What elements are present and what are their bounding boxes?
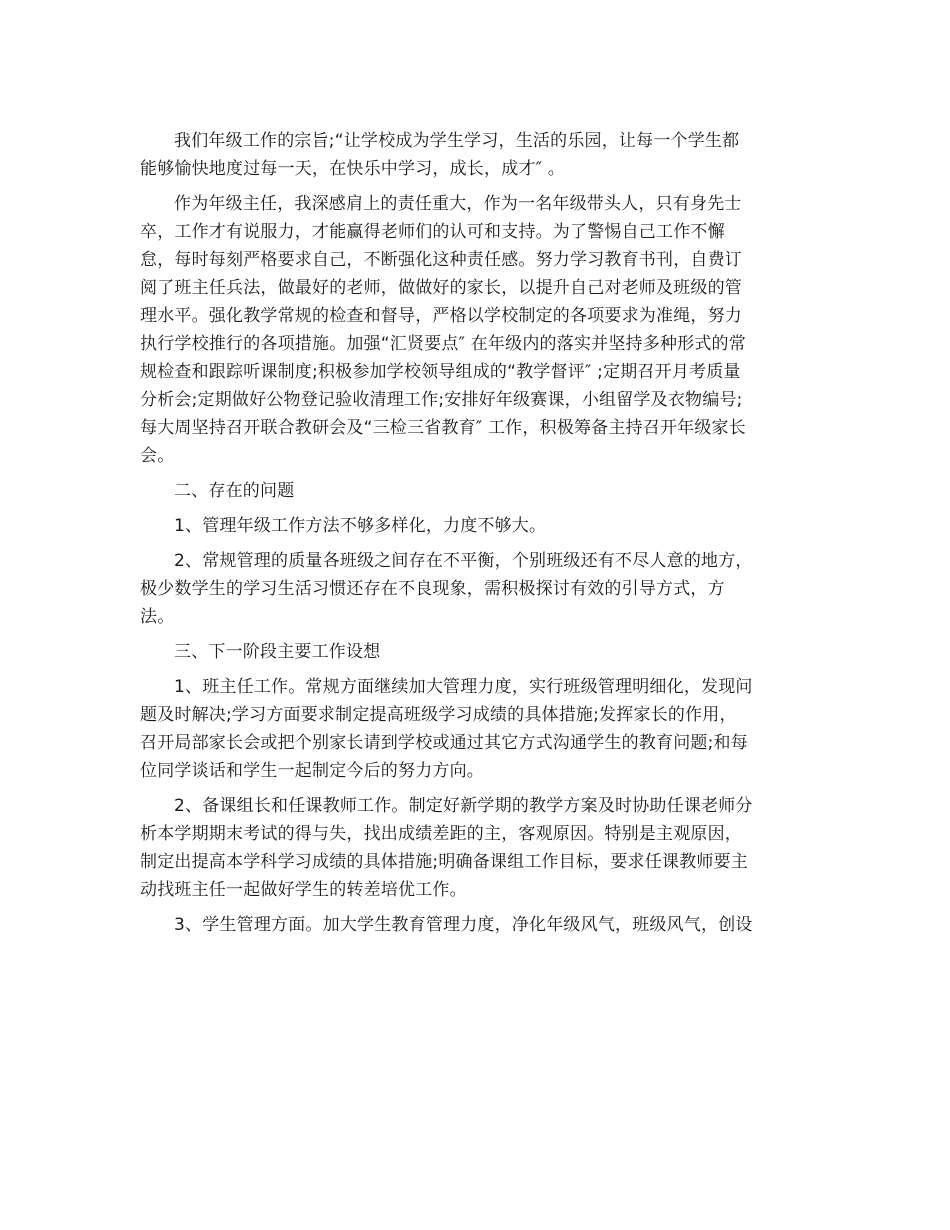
text-line: 理水平。强化教学常规的检查和督导，严格以学校制定的各项要求为准绳，努力 bbox=[140, 306, 742, 326]
document-body bbox=[140, 127, 808, 946]
text-line: 位同学谈话和学生一起制定今后的努力方向。 bbox=[140, 761, 484, 781]
text-line: 会。 bbox=[140, 446, 175, 466]
paragraph-plan-2 bbox=[140, 792, 808, 904]
text-line: 卒，工作才有说服力，才能赢得老师们的认可和支持。为了警惕自己工作不懈 bbox=[140, 222, 725, 242]
text-line: 每大周坚持召开联合教研会及“三检三省教育″ 工作，积极筹备主持召开年级家长 bbox=[140, 418, 746, 438]
paragraph-plan-1 bbox=[140, 673, 808, 785]
paragraph-plan-3 bbox=[140, 911, 808, 939]
text-line: 作为年级主任，我深感肩上的责任重大，作为一名年级带头人，只有身先士 bbox=[174, 194, 742, 214]
paragraph-grade-director bbox=[140, 190, 808, 470]
text-line: 执行学校推行的各项措施。加强“汇贤要点″ 在年级内的落实并坚持多种形式的常 bbox=[140, 334, 746, 354]
section-heading-problems bbox=[140, 477, 808, 505]
text-line: 2、常规管理的质量各班级之间存在不平衡，个别班级还有不尽人意的地方， bbox=[174, 551, 753, 571]
text-line: 分析会;定期做好公物登记验收清理工作;安排好年级赛课，小组留学及衣物编号; bbox=[140, 390, 743, 410]
text-line: 1、管理年级工作方法不够多样化，力度不够大。 bbox=[174, 516, 547, 536]
text-line: 2、备课组长和任课教师工作。制定好新学期的教学方案及时协助任课老师分 bbox=[174, 796, 753, 816]
text-line: 1、班主任工作。常规方面继续加大管理力度，实行班级管理明细化，发现问 bbox=[174, 677, 753, 697]
text-line: 3、学生管理方面。加大学生教育管理力度，净化年级风气，班级风气，创设 bbox=[174, 915, 753, 935]
paragraph-problem-1 bbox=[140, 512, 808, 540]
heading-text: 三、下一阶段主要工作设想 bbox=[174, 642, 381, 662]
text-line: 析本学期期末考试的得与失，找出成绩差距的主，客观原因。特别是主观原因， bbox=[140, 824, 742, 844]
paragraph-purpose bbox=[140, 127, 808, 183]
heading-text: 二、存在的问题 bbox=[174, 481, 295, 501]
paragraph-problem-2 bbox=[140, 547, 808, 631]
text-line: 阅了班主任兵法，做最好的老师，做做好的家长，以提升自己对老师及班级的管 bbox=[140, 278, 742, 298]
text-line: 召开局部家长会或把个别家长请到学校或通过其它方式沟通学生的教育问题;和每 bbox=[140, 733, 748, 753]
text-line: 能够愉快地度过每一天，在快乐中学习，成长，成才″ 。 bbox=[140, 159, 565, 179]
text-line: 我们年级工作的宗旨;“让学校成为学生学习，生活的乐园，让每一个学生都 bbox=[174, 131, 740, 151]
text-line: 动找班主任一起做好学生的转差培优工作。 bbox=[140, 880, 467, 900]
text-line: 怠，每时每刻严格要求自己，不断强化这种责任感。努力学习教育书刊，自费订 bbox=[140, 250, 742, 270]
section-heading-next-steps bbox=[140, 638, 808, 666]
text-line: 题及时解决;学习方面要求制定提高班级学习成绩的具体措施;发挥家长的作用， bbox=[140, 705, 737, 725]
text-line: 法。 bbox=[140, 607, 175, 627]
text-line: 极少数学生的学习生活习惯还存在不良现象，需积极探讨有效的引导方式，方 bbox=[140, 579, 725, 599]
text-line: 制定出提高本学科学习成绩的具体措施;明确备课组工作目标，要求任课教师要主 bbox=[140, 852, 748, 872]
text-line: 规检查和跟踪听课制度;积极参加学校领导组成的“教学督评″ ;定期召开月考质量 bbox=[140, 362, 741, 382]
